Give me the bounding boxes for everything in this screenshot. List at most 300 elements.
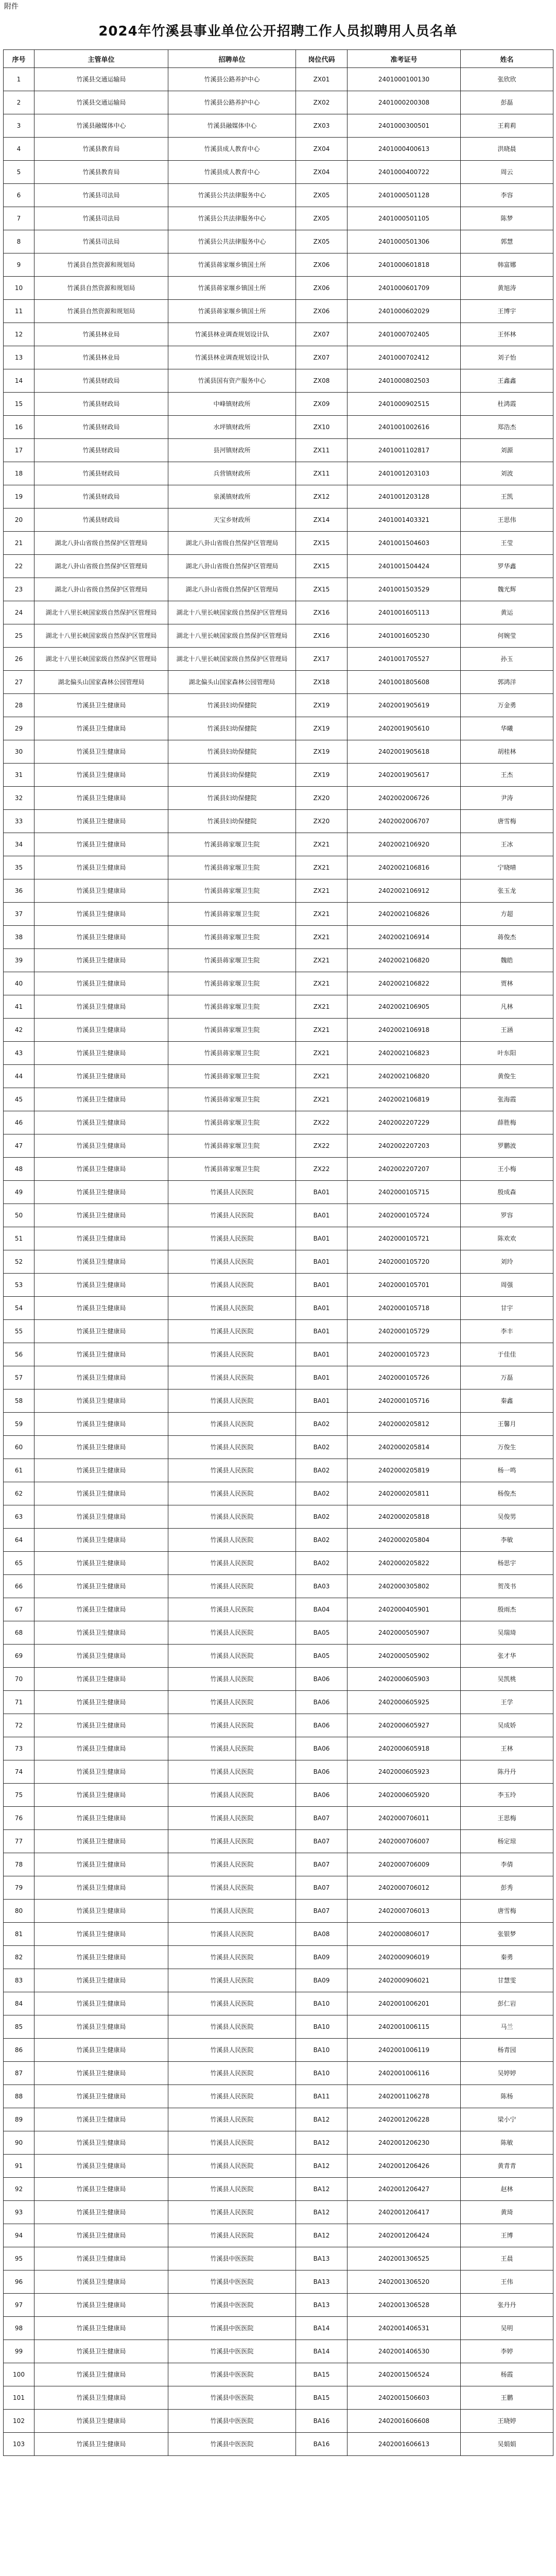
row-ticket: 2401000501105 [348,207,461,230]
row-post: ZX06 [296,253,348,277]
row-seq: 4 [4,138,34,161]
row-unit: 竹溪县人民医院 [168,2062,296,2085]
row-seq: 64 [4,1529,34,1552]
table-row [4,509,553,532]
row-post: BA01 [296,1250,348,1274]
row-post: ZX15 [296,532,348,555]
row-unit: 竹溪县公路养护中心 [168,91,296,114]
row-name: 王莉莉 [461,114,553,138]
row-ticket: 2402000605903 [348,1668,461,1691]
row-post: BA13 [296,2247,348,2270]
row-post: ZX21 [296,1019,348,1042]
row-name: 王怀林 [461,323,553,346]
row-ticket: 2402000205822 [348,1552,461,1575]
row-ticket: 2402000105723 [348,1343,461,1366]
row-ticket: 2402002106918 [348,1019,461,1042]
row-name: 洪晓晨 [461,138,553,161]
row-name: 甘慧雯 [461,1969,553,1992]
row-seq: 41 [4,995,34,1019]
row-unit: 竹溪县人民医院 [168,1227,296,1250]
row-post: ZX15 [296,555,348,578]
row-unit: 竹溪县蒋家堰卫生院 [168,1019,296,1042]
row-ticket: 2402000505907 [348,1621,461,1645]
table-row [4,578,553,601]
table-row [4,1111,553,1134]
row-dept: 竹溪县卫生健康局 [34,2015,168,2039]
row-unit: 竹溪县人民医院 [168,2015,296,2039]
page-title: 2024年竹溪县事业单位公开招聘工作人员拟聘用人员名单 [98,24,458,39]
row-unit: 竹溪县人民医院 [168,1760,296,1784]
row-seq: 56 [4,1343,34,1366]
row-post: BA12 [296,2201,348,2224]
table-row [4,1784,553,1807]
row-seq: 95 [4,2247,34,2270]
row-seq: 17 [4,439,34,462]
row-ticket: 2402001406530 [348,2340,461,2363]
row-dept: 竹溪县融媒体中心 [34,114,168,138]
row-ticket: 2402001206424 [348,2224,461,2247]
row-unit: 竹溪县妇幼保健院 [168,787,296,810]
table-row [4,2155,553,2178]
table-row [4,1413,553,1436]
table-row [4,671,553,694]
row-seq: 24 [4,601,34,624]
row-dept: 竹溪县卫生健康局 [34,1297,168,1320]
row-post: ZX16 [296,601,348,624]
row-dept: 竹溪县卫生健康局 [34,1158,168,1181]
row-post: BA16 [296,2433,348,2456]
row-post: BA09 [296,1946,348,1969]
table-row [4,624,553,648]
table-row [4,2410,553,2433]
row-seq: 100 [4,2363,34,2386]
table-row [4,416,553,439]
row-name: 杨定琼 [461,1830,553,1853]
row-post: ZX15 [296,578,348,601]
row-unit: 竹溪县人民医院 [168,1181,296,1204]
row-post: ZX18 [296,671,348,694]
row-post: ZX17 [296,648,348,671]
row-seq: 16 [4,416,34,439]
row-ticket: 2402002106920 [348,833,461,856]
table-row [4,1760,553,1784]
table-row [4,2317,553,2340]
table-row [4,2386,553,2410]
row-post: BA04 [296,1598,348,1621]
row-name: 马兰 [461,2015,553,2039]
row-name: 周强 [461,1274,553,1297]
row-post: ZX21 [296,879,348,903]
row-name: 张才华 [461,1645,553,1668]
row-dept: 竹溪县教育局 [34,138,168,161]
row-post: BA11 [296,2085,348,2108]
table-row [4,1134,553,1158]
row-dept: 竹溪县卫生健康局 [34,879,168,903]
table-row [4,972,553,995]
row-ticket: 2401001203128 [348,485,461,509]
row-name: 杨思宇 [461,1552,553,1575]
row-seq: 93 [4,2201,34,2224]
row-dept: 竹溪县卫生健康局 [34,1969,168,1992]
row-dept: 竹溪县卫生健康局 [34,740,168,764]
row-post: ZX16 [296,624,348,648]
table-row [4,1042,553,1065]
row-ticket: 2401000200308 [348,91,461,114]
row-seq: 90 [4,2131,34,2155]
row-dept: 竹溪县卫生健康局 [34,1714,168,1737]
table-row [4,1343,553,1366]
row-ticket: 2402001206427 [348,2178,461,2201]
row-name: 王小梅 [461,1158,553,1181]
row-unit: 竹溪县蒋家堰卫生院 [168,903,296,926]
row-unit: 竹溪县人民医院 [168,2039,296,2062]
row-unit: 竹溪县人民医院 [168,1297,296,1320]
row-unit: 竹溪县人民医院 [168,1714,296,1737]
row-ticket: 2402000906021 [348,1969,461,1992]
row-unit: 竹溪县人民医院 [168,1621,296,1645]
row-seq: 40 [4,972,34,995]
row-post: ZX21 [296,903,348,926]
row-seq: 57 [4,1366,34,1389]
row-seq: 19 [4,485,34,509]
table-row [4,1482,553,1505]
row-post: ZX21 [296,833,348,856]
row-seq: 68 [4,1621,34,1645]
row-ticket: 2402002106822 [348,972,461,995]
row-post: ZX04 [296,138,348,161]
row-dept: 竹溪县卫生健康局 [34,1250,168,1274]
table-row [4,1621,553,1645]
row-seq: 36 [4,879,34,903]
row-seq: 69 [4,1645,34,1668]
table-row [4,740,553,764]
row-seq: 9 [4,253,34,277]
row-name: 吴明 [461,2317,553,2340]
row-dept: 竹溪县卫生健康局 [34,1482,168,1505]
table-row [4,1645,553,1668]
row-unit: 竹溪县人民医院 [168,1969,296,1992]
row-dept: 湖北八卦山省级自然保护区管理局 [34,532,168,555]
row-dept: 竹溪县卫生健康局 [34,1227,168,1250]
row-dept: 湖北十八里长峡国家级自然保护区管理局 [34,601,168,624]
row-name: 黄运 [461,601,553,624]
row-dept: 竹溪县卫生健康局 [34,1042,168,1065]
row-post: BA06 [296,1760,348,1784]
row-seq: 6 [4,184,34,207]
row-ticket: 2401001504424 [348,555,461,578]
table-row [4,1714,553,1737]
row-ticket: 2402000906019 [348,1946,461,1969]
row-dept: 竹溪县卫生健康局 [34,1621,168,1645]
row-seq: 27 [4,671,34,694]
row-unit: 竹溪县中医医院 [168,2317,296,2340]
row-unit: 竹溪县蒋家堰卫生院 [168,1088,296,1111]
row-post: ZX11 [296,462,348,485]
row-seq: 98 [4,2317,34,2340]
row-ticket: 2401001504603 [348,532,461,555]
row-ticket: 2402000806017 [348,1923,461,1946]
table-row [4,2270,553,2294]
row-unit: 竹溪县人民医院 [168,2155,296,2178]
table-row [4,532,553,555]
row-dept: 竹溪县卫生健康局 [34,717,168,740]
row-ticket: 2402002106820 [348,949,461,972]
row-unit: 竹溪县中医医院 [168,2294,296,2317]
row-name: 黄俊生 [461,1065,553,1088]
row-ticket: 2402001306520 [348,2270,461,2294]
table-row [4,1204,553,1227]
row-seq: 60 [4,1436,34,1459]
row-name: 吴成娇 [461,1714,553,1737]
row-name: 陈杨 [461,2085,553,2108]
row-post: BA06 [296,1784,348,1807]
row-dept: 竹溪县卫生健康局 [34,2155,168,2178]
row-dept: 竹溪县自然资源和规划局 [34,253,168,277]
row-unit: 竹溪县蒋家堰卫生院 [168,1158,296,1181]
table-row [4,1065,553,1088]
row-unit: 湖北八卦山省级自然保护区管理局 [168,578,296,601]
row-name: 胡桂林 [461,740,553,764]
row-seq: 92 [4,2178,34,2201]
row-unit: 竹溪县人民医院 [168,1992,296,2015]
row-ticket: 2402000706007 [348,1830,461,1853]
row-post: ZX19 [296,717,348,740]
row-post: BA01 [296,1389,348,1413]
row-unit: 竹溪县蒋家堰卫生院 [168,1134,296,1158]
row-name: 杨霞 [461,2363,553,2386]
table-row [4,2015,553,2039]
row-post: ZX19 [296,764,348,787]
row-name: 万俊生 [461,1436,553,1459]
row-seq: 101 [4,2386,34,2410]
row-post: BA01 [296,1227,348,1250]
row-dept: 竹溪县卫生健康局 [34,2062,168,2085]
row-seq: 83 [4,1969,34,1992]
row-unit: 竹溪县妇幼保健院 [168,810,296,833]
row-ticket: 2402000105701 [348,1274,461,1297]
row-seq: 63 [4,1505,34,1529]
row-name: 何婉莹 [461,624,553,648]
row-seq: 54 [4,1297,34,1320]
row-seq: 52 [4,1250,34,1274]
row-name: 王鑫鑫 [461,369,553,393]
row-dept: 竹溪县卫生健康局 [34,1876,168,1900]
table-row [4,439,553,462]
row-unit: 竹溪县中医医院 [168,2433,296,2456]
row-ticket: 2402001206417 [348,2201,461,2224]
row-dept: 竹溪县卫生健康局 [34,787,168,810]
row-name: 于佳佳 [461,1343,553,1366]
row-post: BA06 [296,1737,348,1760]
row-post: BA12 [296,2155,348,2178]
row-ticket: 2401001605230 [348,624,461,648]
row-seq: 53 [4,1274,34,1297]
row-seq: 91 [4,2155,34,2178]
row-name: 张丹丹 [461,2294,553,2317]
table-row [4,68,553,91]
table-row [4,2131,553,2155]
table-row [4,555,553,578]
row-unit: 竹溪县人民医院 [168,1389,296,1413]
row-post: ZX08 [296,369,348,393]
row-ticket: 2402000105724 [348,1204,461,1227]
table-row [4,648,553,671]
row-name: 吴瑞琦 [461,1621,553,1645]
row-unit: 竹溪县蒋家堰乡镇国土所 [168,300,296,323]
row-seq: 67 [4,1598,34,1621]
row-unit: 中峰镇财政所 [168,393,296,416]
table-row [4,1320,553,1343]
row-seq: 86 [4,2039,34,2062]
row-post: BA06 [296,1691,348,1714]
row-unit: 竹溪县人民医院 [168,1413,296,1436]
row-dept: 竹溪县卫生健康局 [34,1992,168,2015]
row-name: 李婷 [461,2340,553,2363]
row-post: ZX10 [296,416,348,439]
row-seq: 73 [4,1737,34,1760]
row-post: BA07 [296,1876,348,1900]
row-seq: 81 [4,1923,34,1946]
row-dept: 竹溪县卫生健康局 [34,926,168,949]
row-unit: 竹溪县蒋家堰卫生院 [168,833,296,856]
row-ticket: 2402001106278 [348,2085,461,2108]
row-unit: 竹溪县成人教育中心 [168,161,296,184]
row-ticket: 2402001606608 [348,2410,461,2433]
row-name: 刘玲 [461,1250,553,1274]
table-row [4,2340,553,2363]
row-post: BA02 [296,1459,348,1482]
row-post: BA14 [296,2317,348,2340]
row-ticket: 2402002106912 [348,879,461,903]
row-name: 黄青青 [461,2155,553,2178]
row-unit: 湖北十八里长峡国家级自然保护区管理局 [168,624,296,648]
table-row [4,2085,553,2108]
row-post: ZX20 [296,810,348,833]
row-unit: 竹溪县妇幼保健院 [168,764,296,787]
row-post: ZX07 [296,323,348,346]
row-name: 张欣欣 [461,68,553,91]
row-ticket: 2401000300501 [348,114,461,138]
row-ticket: 2402000706009 [348,1853,461,1876]
row-unit: 竹溪县妇幼保健院 [168,717,296,740]
row-unit: 竹溪县中医医院 [168,2247,296,2270]
row-unit: 湖北八卦山省级自然保护区管理局 [168,532,296,555]
table-row [4,393,553,416]
row-dept: 竹溪县卫生健康局 [34,694,168,717]
table-row [4,1250,553,1274]
row-name: 贺茂书 [461,1575,553,1598]
row-seq: 38 [4,926,34,949]
row-unit: 竹溪县人民医院 [168,1691,296,1714]
table-row [4,694,553,717]
table-row [4,2039,553,2062]
row-seq: 39 [4,949,34,972]
table-row [4,1992,553,2015]
row-name: 陈欢欢 [461,1227,553,1250]
row-ticket: 2402001905617 [348,764,461,787]
row-unit: 竹溪县人民医院 [168,1876,296,1900]
row-seq: 84 [4,1992,34,2015]
table-row [4,903,553,926]
row-dept: 竹溪县卫生健康局 [34,1830,168,1853]
row-post: ZX19 [296,740,348,764]
row-ticket: 2402000105716 [348,1389,461,1413]
row-seq: 72 [4,1714,34,1737]
row-unit: 竹溪县中医医院 [168,2340,296,2363]
row-unit: 竹溪县人民医院 [168,1900,296,1923]
row-seq: 50 [4,1204,34,1227]
row-name: 张银梦 [461,1923,553,1946]
row-unit: 竹溪县融媒体中心 [168,114,296,138]
row-dept: 竹溪县卫生健康局 [34,1668,168,1691]
row-ticket: 2402000105715 [348,1181,461,1204]
row-dept: 竹溪县卫生健康局 [34,2270,168,2294]
row-seq: 58 [4,1389,34,1413]
row-seq: 89 [4,2108,34,2131]
row-post: BA06 [296,1668,348,1691]
row-name: 王馨月 [461,1413,553,1436]
row-dept: 竹溪县卫生健康局 [34,1807,168,1830]
row-post: ZX20 [296,787,348,810]
row-seq: 35 [4,856,34,879]
row-ticket: 2402002106820 [348,1065,461,1088]
row-ticket: 2402000105720 [348,1250,461,1274]
row-dept: 竹溪县卫生健康局 [34,1575,168,1598]
row-ticket: 2401001605113 [348,601,461,624]
table-row [4,2294,553,2317]
row-dept: 竹溪县司法局 [34,207,168,230]
row-name: 彭仁岩 [461,1992,553,2015]
row-name: 罗鹏波 [461,1134,553,1158]
row-ticket: 2402000105726 [348,1366,461,1389]
row-dept: 竹溪县卫生健康局 [34,1088,168,1111]
row-post: ZX21 [296,1042,348,1065]
table-row [4,601,553,624]
row-seq: 30 [4,740,34,764]
row-unit: 竹溪县人民医院 [168,1459,296,1482]
row-unit: 天宝乡财政所 [168,509,296,532]
table-row [4,114,553,138]
row-dept: 竹溪县财政局 [34,393,168,416]
header-unit: 招聘单位 [168,50,296,68]
row-post: BA15 [296,2363,348,2386]
row-seq: 34 [4,833,34,856]
row-name: 黄琦 [461,2201,553,2224]
row-ticket: 2402002207203 [348,1134,461,1158]
row-name: 王思梅 [461,1807,553,1830]
row-unit: 竹溪县人民医院 [168,1598,296,1621]
row-unit: 竹溪县成人教育中心 [168,138,296,161]
table-row [4,1900,553,1923]
row-name: 王伟 [461,2270,553,2294]
row-ticket: 2402000605925 [348,1691,461,1714]
row-unit: 竹溪县人民医院 [168,1853,296,1876]
row-unit: 竹溪县人民医院 [168,1320,296,1343]
row-ticket: 2401001002616 [348,416,461,439]
row-dept: 竹溪县财政局 [34,485,168,509]
row-unit: 竹溪县人民医院 [168,2178,296,2201]
row-seq: 10 [4,277,34,300]
row-seq: 3 [4,114,34,138]
row-ticket: 2402002106914 [348,926,461,949]
table-row [4,926,553,949]
row-unit: 竹溪县蒋家堰乡镇国土所 [168,277,296,300]
row-dept: 湖北偏头山国家森林公园管理局 [34,671,168,694]
row-name: 刘波 [461,462,553,485]
row-name: 郑浩杰 [461,416,553,439]
table-row [4,995,553,1019]
table-row [4,1505,553,1529]
